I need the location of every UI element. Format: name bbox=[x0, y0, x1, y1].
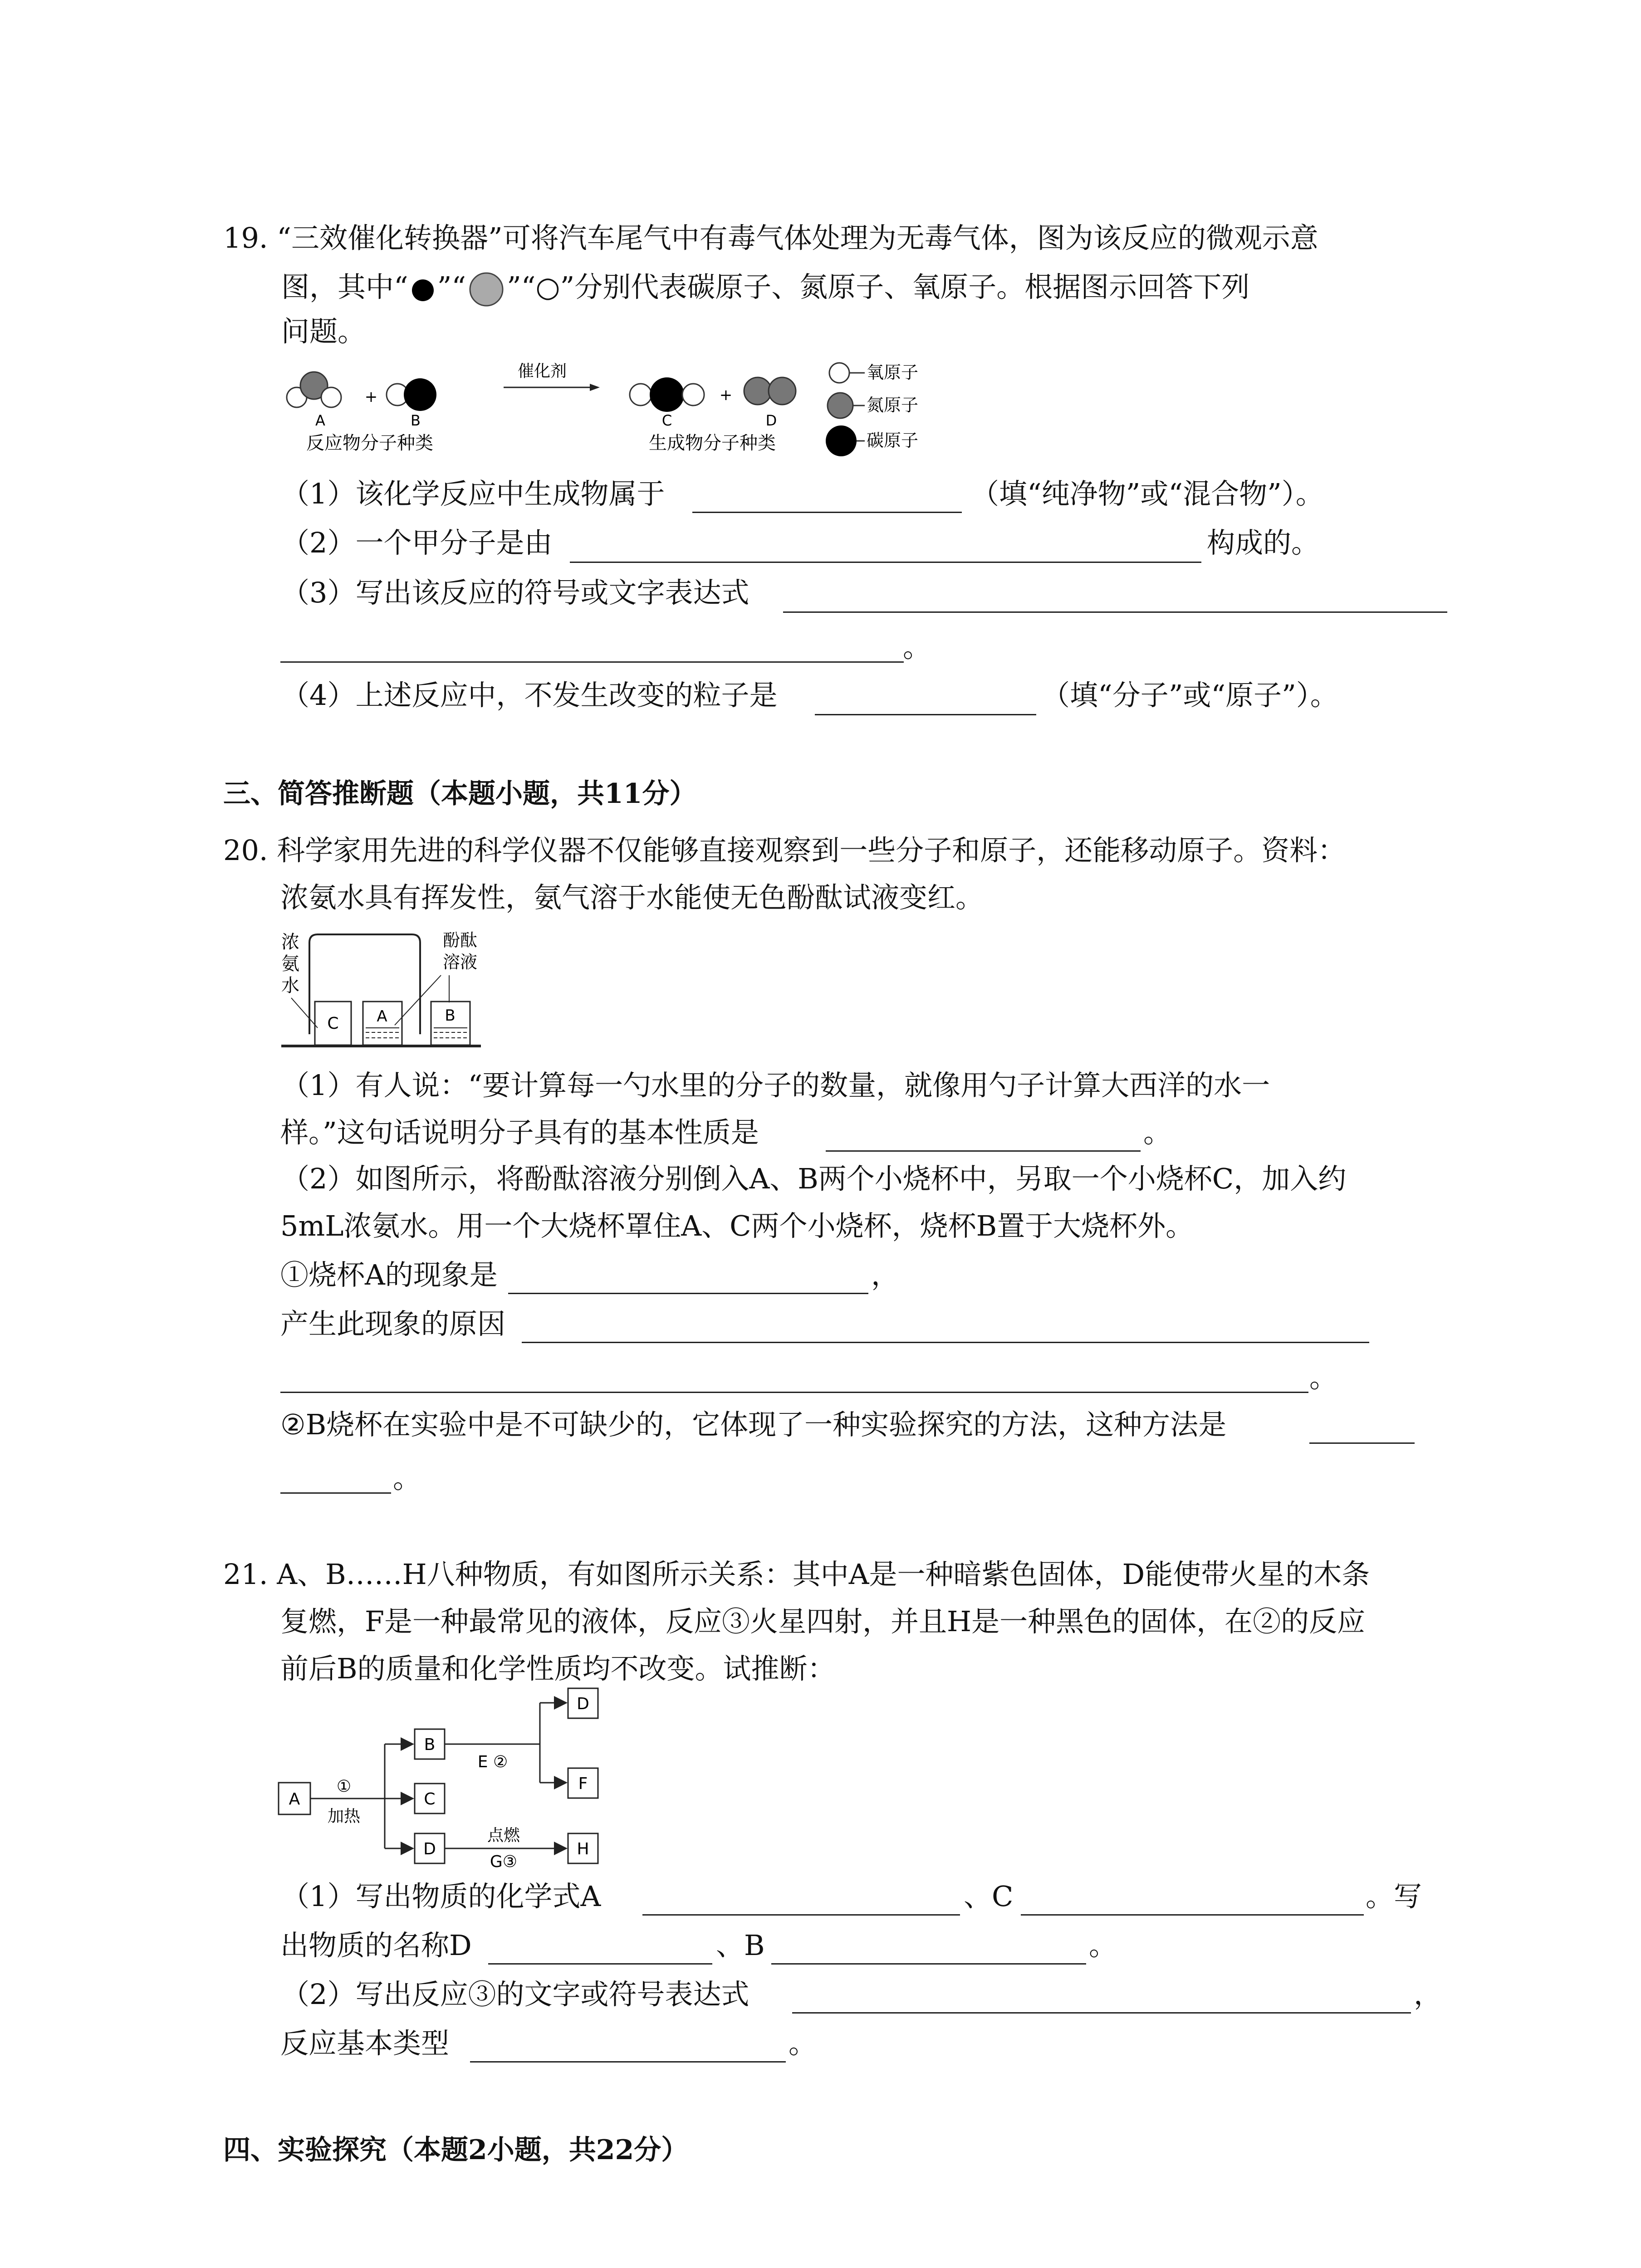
q20-p1-reason-blank1[interactable] bbox=[522, 1342, 1369, 1343]
q19-line2-c: ”“○”分别代表碳原子、氮原子、氧原子。根据图示回答下列 bbox=[507, 270, 1250, 304]
q19-sub1-blank[interactable] bbox=[692, 512, 962, 513]
q19-sub3-a: （3）写出该反应的符号或文字表达式 bbox=[281, 576, 749, 609]
q21-sub1-sep: 、C bbox=[964, 1880, 1014, 1913]
q20-p1-reason-blank2[interactable] bbox=[280, 1392, 1308, 1393]
fig21-box-f: F bbox=[578, 1774, 588, 1793]
fig20-label-a: A bbox=[377, 1007, 387, 1026]
fig19-plus2: + bbox=[719, 386, 733, 404]
q19-line2 bbox=[281, 271, 1249, 308]
q20-p1-end: ， bbox=[871, 1258, 900, 1291]
q21-sub2-a: （2）写出反应③的文字或符号表达式 bbox=[281, 1978, 749, 2011]
fig21-box-d: D bbox=[423, 1840, 436, 1858]
q21-sub1-blank-a[interactable] bbox=[642, 1914, 960, 1916]
fig21-box-h: H bbox=[577, 1840, 589, 1858]
nitrogen-atom-icon bbox=[466, 271, 507, 308]
fig19-reactant-caption: 反应物分子种类 bbox=[306, 433, 433, 454]
q20-p2-a: ②B烧杯在实验中是不可缺少的，它体现了一种实验探究的方法，这种方法是 bbox=[280, 1408, 1227, 1441]
fig19-legend-oxygen: 氧原子 bbox=[867, 362, 919, 382]
q20-sub2-l1: （2）如图所示，将酚酞溶液分别倒入A、B两个小烧杯中，另取一个小烧杯C，加入约 bbox=[281, 1162, 1347, 1195]
q21-line3: 前后B的质量和化学性质均不改变。试推断： bbox=[280, 1652, 836, 1685]
section3-heading: 三、简答推断题（本题小题，共11分） bbox=[223, 778, 697, 810]
q21-sub2-l2: 反应基本类型 bbox=[280, 2027, 450, 2060]
q20-sub1-l1: （1）有人说：“要计算每一勺水里的分子的数量，就像用勺子计算大西洋的水一 bbox=[281, 1069, 1270, 1102]
q20-sub1-blank[interactable] bbox=[826, 1150, 1141, 1152]
q21-sub1-l2sep: 、B bbox=[716, 1929, 765, 1962]
fig21-box-b: B bbox=[424, 1735, 436, 1754]
q19-sub4-blank[interactable] bbox=[815, 714, 1036, 715]
fig19-plus1: + bbox=[364, 388, 378, 406]
q21-sub2-l2end: 。 bbox=[789, 2027, 817, 2060]
fig21-box-d2: D bbox=[577, 1695, 589, 1713]
fig21-box-a: A bbox=[289, 1790, 300, 1809]
fig21-heat: 加热 bbox=[327, 1807, 361, 1826]
q20-p2-end: 。 bbox=[393, 1461, 421, 1495]
fig21-g3: G③ bbox=[490, 1853, 518, 1871]
q21-sub2-blank2[interactable] bbox=[470, 2061, 786, 2063]
q19-line1: 19. “三效催化转换器”可将汽车尾气中有毒气体处理为无毒气体，图为该反应的微观示意 bbox=[223, 221, 1318, 254]
fig20-left-3: 水 bbox=[281, 975, 299, 996]
q21-sub1-a: （1）写出物质的化学式A bbox=[281, 1880, 601, 1913]
fig19-label-d: D bbox=[765, 412, 777, 429]
fig19-catalyst: 催化剂 bbox=[517, 362, 567, 381]
fig19-legend-nitrogen: 氮原子 bbox=[867, 395, 919, 415]
q19-sub4-b: （填“分子”或“原子”）。 bbox=[1042, 679, 1338, 712]
fig20-right-1: 酚酞 bbox=[443, 930, 478, 950]
fig19-label-a: A bbox=[315, 412, 325, 429]
fig20-label-b: B bbox=[445, 1007, 456, 1025]
fig19-legend-carbon: 碳原子 bbox=[867, 430, 919, 450]
q21-sub1-blank-d[interactable] bbox=[488, 1963, 712, 1965]
q19-sub2-a: （2）一个甲分子是由 bbox=[281, 526, 553, 559]
fig19-product-caption: 生成物分子种类 bbox=[649, 433, 776, 454]
q21-sub2-end: ， bbox=[1414, 1978, 1442, 2011]
q19-molecule-diagram bbox=[277, 358, 980, 467]
q21-flow-diagram bbox=[277, 1687, 622, 1869]
q20-p1-a: ①烧杯A的现象是 bbox=[280, 1258, 498, 1291]
section4-heading: 四、实验探究（本题2小题，共22分） bbox=[223, 2134, 689, 2166]
fig21-r1: ① bbox=[336, 1777, 352, 1796]
q21-sub1-blank-b[interactable] bbox=[771, 1963, 1086, 1965]
fig20-left-1: 浓 bbox=[281, 932, 299, 953]
fig21-e2: E ② bbox=[477, 1753, 508, 1771]
q21-sub1-l2end: 。 bbox=[1089, 1929, 1117, 1962]
fig21-box-c: C bbox=[424, 1790, 436, 1809]
q20-p2-blank1[interactable] bbox=[1309, 1442, 1415, 1444]
q19-sub3-end: 。 bbox=[903, 631, 931, 664]
q19-line3: 问题。 bbox=[281, 315, 366, 348]
fig19-label-c: C bbox=[661, 412, 672, 429]
fig20-right-2: 溶液 bbox=[443, 952, 478, 972]
carbon-atom-icon bbox=[408, 277, 437, 302]
q20-p2-blank2[interactable] bbox=[280, 1492, 391, 1494]
q21-sub2-blank1[interactable] bbox=[792, 2012, 1411, 2014]
q19-sub4-a: （4）上述反应中，不发生改变的粒子是 bbox=[281, 679, 778, 712]
q20-sub1-l2a: 样。”这句话说明分子具有的基本性质是 bbox=[280, 1116, 759, 1149]
q19-sub1-b: （填“纯净物”或“混合物”）。 bbox=[971, 477, 1324, 510]
q20-line1: 20. 科学家用先进的科学仪器不仅能够直接观察到一些分子和原子，还能移动原子。资料： bbox=[223, 834, 1346, 867]
fig19-label-b: B bbox=[411, 412, 421, 429]
q21-sub1-l2a: 出物质的名称D bbox=[280, 1929, 472, 1962]
q19-sub3-blank2[interactable] bbox=[280, 661, 904, 663]
q19-line2-b: ”“ bbox=[437, 270, 466, 304]
q20-sub2-l2: 5mL浓氨水。用一个大烧杯罩住A、C两个小烧杯，烧杯B置于大烧杯外。 bbox=[280, 1209, 1194, 1242]
q21-sub1-end: 。写 bbox=[1366, 1880, 1422, 1913]
q19-sub3-blank1[interactable] bbox=[783, 611, 1447, 613]
fig21-ignite: 点燃 bbox=[487, 1826, 520, 1845]
q19-line2-a: 图，其中“ bbox=[281, 270, 408, 304]
q21-line2: 复燃，F是一种最常见的液体，反应③火星四射，并且H是一种黑色的固体，在②的反应 bbox=[280, 1605, 1366, 1638]
q20-p1-reason-end: 。 bbox=[1309, 1361, 1338, 1394]
q19-sub2-blank[interactable] bbox=[570, 562, 1201, 563]
q20-sub1-l2end: 。 bbox=[1143, 1116, 1172, 1149]
q20-line2: 浓氨水具有挥发性，氨气溶于水能使无色酚酞试液变红。 bbox=[280, 881, 984, 914]
q19-sub2-b: 构成的。 bbox=[1207, 526, 1320, 559]
q21-line1: 21. A、B……H八种物质，有如图所示关系：其中A是一种暗紫色固体，D能使带火星的木条 bbox=[223, 1558, 1370, 1591]
q19-sub1-a: （1）该化学反应中生成物属于 bbox=[281, 477, 665, 510]
q21-sub1-blank-c[interactable] bbox=[1021, 1914, 1364, 1916]
q20-p1-reason: 产生此现象的原因 bbox=[280, 1307, 506, 1340]
q20-beaker-diagram bbox=[281, 925, 490, 1057]
q20-p1-blank[interactable] bbox=[508, 1293, 868, 1294]
fig20-left-2: 氨 bbox=[281, 953, 299, 974]
fig20-label-c: C bbox=[327, 1014, 339, 1033]
